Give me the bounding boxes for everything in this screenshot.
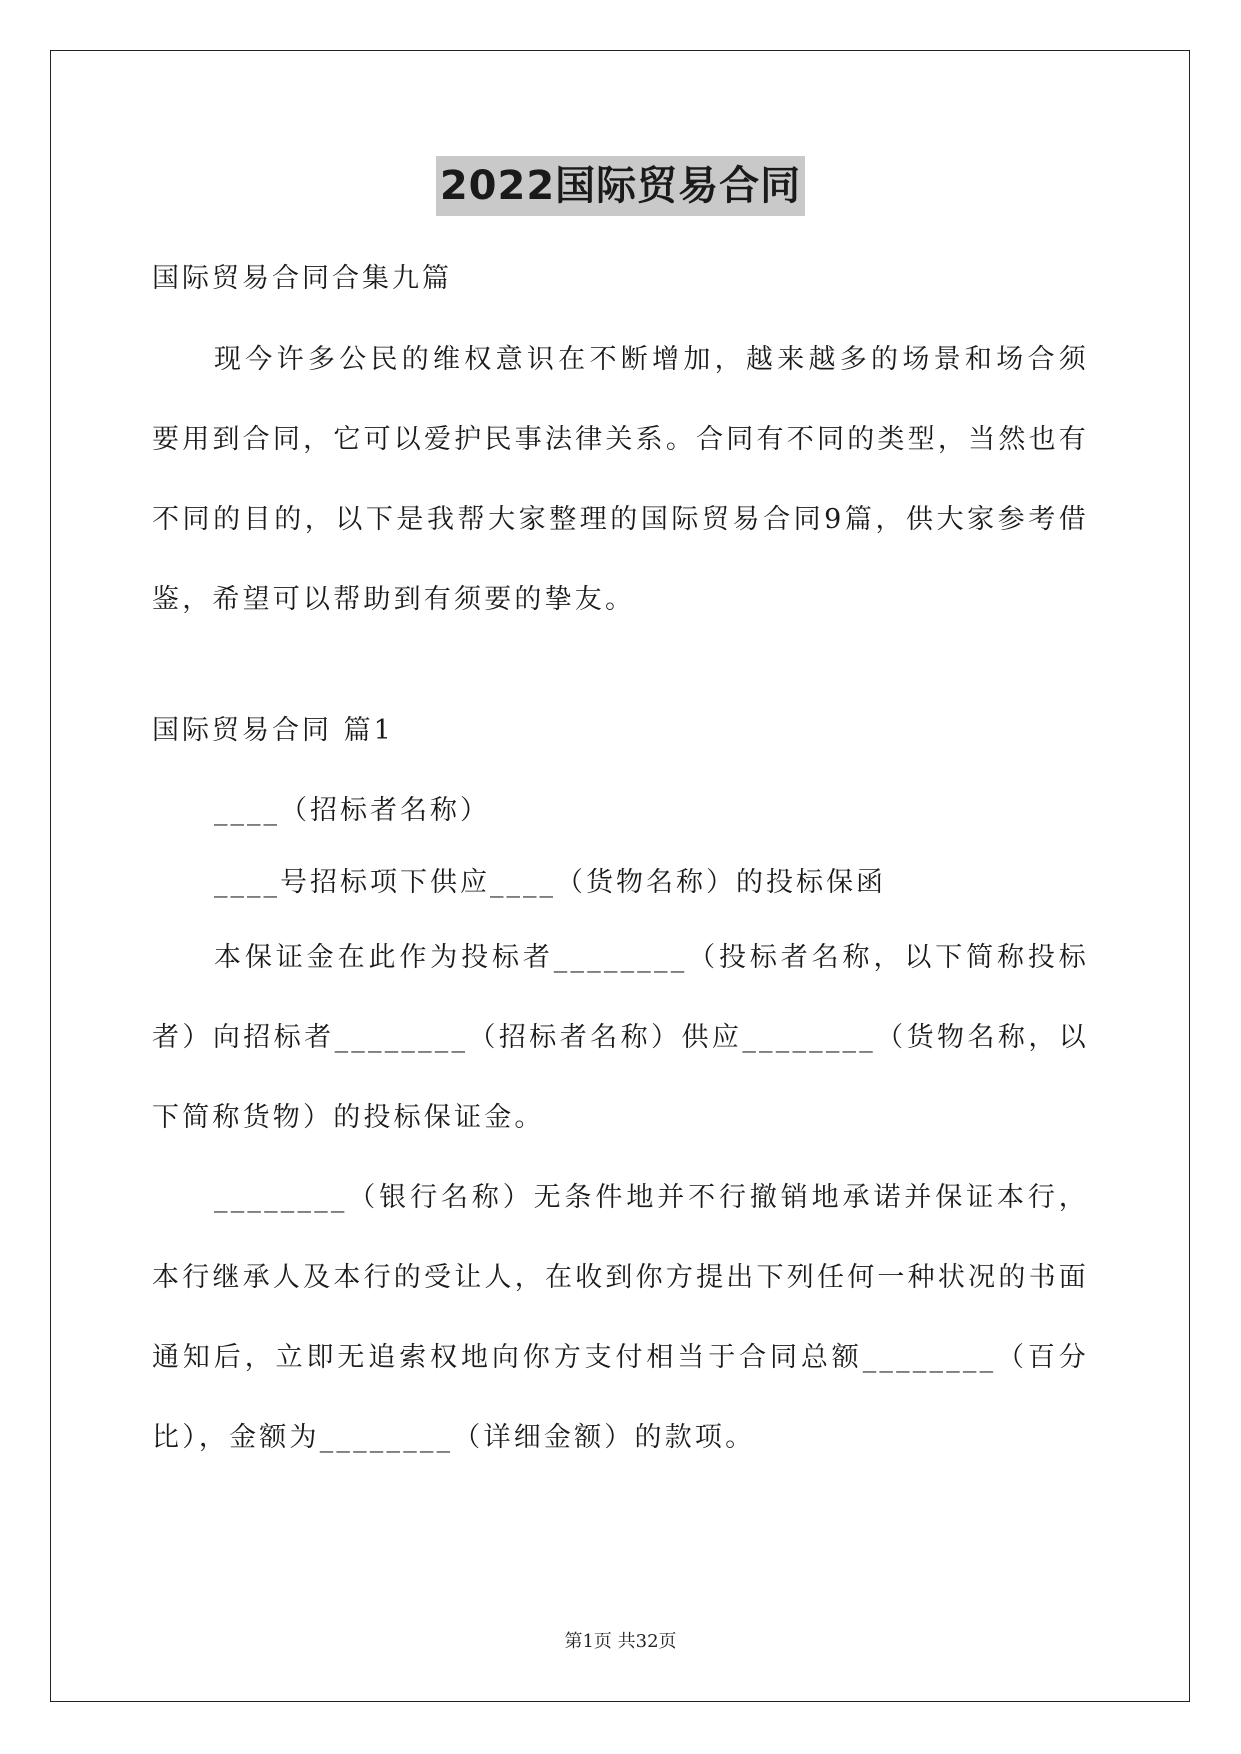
section-heading: 国际贸易合同 篇1 — [152, 715, 394, 746]
recipient-line: ____（招标者名称） — [214, 795, 490, 826]
guarantee-title-line: ____号招标项下供应____（货物名称）的投标保函 — [214, 867, 886, 898]
document-body — [152, 260, 1089, 1478]
document-title: 2022国际贸易合同 — [436, 156, 805, 216]
page-footer — [0, 1630, 1241, 1654]
bond-paragraph: 本保证金在此作为投标者________（投标者名称，以下简称投标者）向招标者________（招标者名称）供应________（货物名称，以下简称货物）的投标保证金。 — [152, 942, 1089, 1133]
bank-commitment-paragraph: ________（银行名称）无条件地并不行撤销地承诺并保证本行，本行继承人及本行的受让人，在收到你方提出下列任何一种状况的书面通知后，立即无追索权地向你方支付相当于合同总额________（百分比），金额为________（详细金额）的款项。 — [152, 1182, 1089, 1453]
intro-paragraph: 现今许多公民的维权意识在不断增加，越来越多的场景和场合须要用到合同，它可以爱护民事法律关系。合同有不同的类型，当然也有不同的目的，以下是我帮大家整理的国际贸易合同9篇，供大家参考借鉴，希望可以帮助到有须要的挚友。 — [152, 344, 1089, 615]
document-subtitle: 国际贸易合同合集九篇 — [152, 263, 452, 294]
document-title-wrap — [0, 156, 1241, 216]
page-number: 第1页 共32页 — [564, 1631, 677, 1652]
